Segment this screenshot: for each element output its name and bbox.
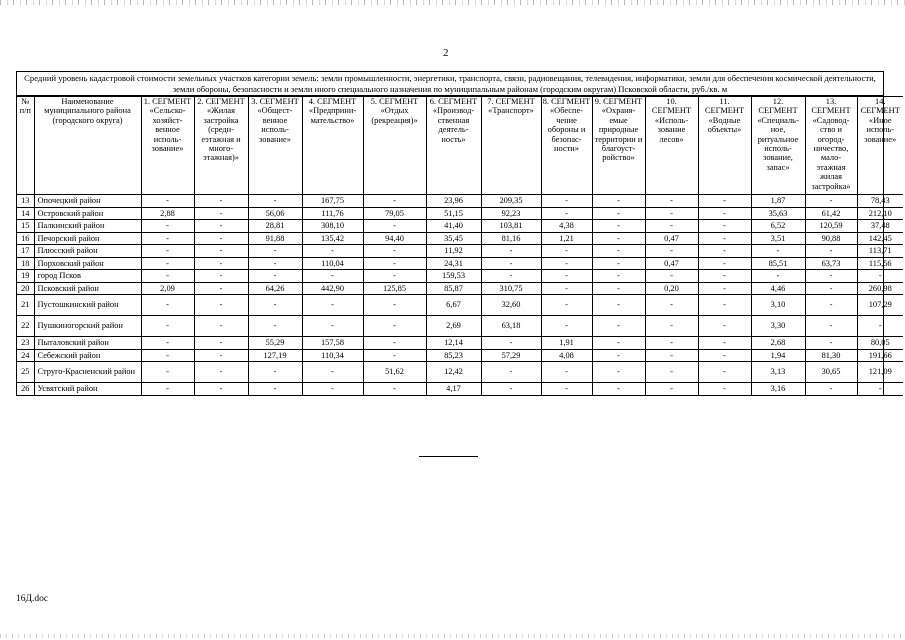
row-number: 18 — [17, 257, 34, 270]
value-cell-segment-6: 41,40 — [426, 220, 481, 233]
value-cell-segment-11: - — [698, 220, 751, 233]
cadastral-value-table — [17, 96, 903, 396]
row-number: 24 — [17, 349, 34, 362]
value-cell-segment-1: - — [141, 337, 194, 350]
value-cell-segment-11: - — [698, 257, 751, 270]
value-cell-segment-7: - — [481, 270, 541, 283]
value-cell-segment-12: - — [751, 270, 805, 283]
row-number: 19 — [17, 270, 34, 283]
value-cell-segment-3: 91,88 — [248, 232, 302, 245]
value-cell-segment-11: - — [698, 362, 751, 383]
row-number: 26 — [17, 383, 34, 396]
value-cell-segment-1: - — [141, 349, 194, 362]
value-cell-segment-12: 2,68 — [751, 337, 805, 350]
value-cell-segment-8: - — [541, 207, 592, 220]
row-number: 13 — [17, 195, 34, 208]
value-cell-segment-8: - — [541, 270, 592, 283]
column-header-district: Наименование муниципального района (городского округа) — [34, 97, 141, 195]
value-cell-segment-6: 12,14 — [426, 337, 481, 350]
value-cell-segment-3: 28,81 — [248, 220, 302, 233]
district-name: Пушкиногорский район — [34, 316, 141, 337]
value-cell-segment-7: 32,60 — [481, 295, 541, 316]
value-cell-segment-2: - — [194, 383, 248, 396]
value-cell-segment-8: 4,08 — [541, 349, 592, 362]
value-cell-segment-10: - — [645, 337, 698, 350]
value-cell-segment-14: 80,05 — [857, 337, 903, 350]
value-cell-segment-1: - — [141, 383, 194, 396]
value-cell-segment-3: - — [248, 295, 302, 316]
value-cell-segment-14: - — [857, 270, 903, 283]
value-cell-segment-7: 310,75 — [481, 282, 541, 295]
table-row — [17, 257, 903, 270]
value-cell-segment-5: 51,62 — [363, 362, 426, 383]
value-cell-segment-2: - — [194, 207, 248, 220]
value-cell-segment-7: 92,23 — [481, 207, 541, 220]
value-cell-segment-4: - — [302, 383, 363, 396]
value-cell-segment-11: - — [698, 207, 751, 220]
value-cell-segment-12: 1,94 — [751, 349, 805, 362]
value-cell-segment-14: 115,56 — [857, 257, 903, 270]
district-name: Плюсский район — [34, 245, 141, 258]
value-cell-segment-10: 0,47 — [645, 232, 698, 245]
value-cell-segment-5: 125,85 — [363, 282, 426, 295]
value-cell-segment-10: - — [645, 220, 698, 233]
table-row — [17, 282, 903, 295]
value-cell-segment-5: - — [363, 383, 426, 396]
value-cell-segment-14: 191,66 — [857, 349, 903, 362]
value-cell-segment-14: - — [857, 316, 903, 337]
value-cell-segment-8: - — [541, 295, 592, 316]
value-cell-segment-9: - — [592, 295, 645, 316]
table-row — [17, 295, 903, 316]
value-cell-segment-10: - — [645, 245, 698, 258]
value-cell-segment-12: - — [751, 245, 805, 258]
value-cell-segment-5: - — [363, 245, 426, 258]
value-cell-segment-9: - — [592, 383, 645, 396]
value-cell-segment-13: 90,88 — [805, 232, 857, 245]
value-cell-segment-3: - — [248, 245, 302, 258]
value-cell-segment-4: - — [302, 362, 363, 383]
value-cell-segment-9: - — [592, 270, 645, 283]
value-cell-segment-9: - — [592, 337, 645, 350]
value-cell-segment-1: - — [141, 245, 194, 258]
value-cell-segment-3: - — [248, 316, 302, 337]
value-cell-segment-3: - — [248, 362, 302, 383]
column-header-segment-10: 10. СЕГМЕНТ «Исполь-зование лесов» — [645, 97, 698, 195]
value-cell-segment-4: - — [302, 245, 363, 258]
value-cell-segment-4: 111,76 — [302, 207, 363, 220]
value-cell-segment-2: - — [194, 295, 248, 316]
value-cell-segment-5: - — [363, 295, 426, 316]
value-cell-segment-9: - — [592, 362, 645, 383]
value-cell-segment-11: - — [698, 232, 751, 245]
value-cell-segment-9: - — [592, 232, 645, 245]
value-cell-segment-8: 4,38 — [541, 220, 592, 233]
value-cell-segment-1: - — [141, 220, 194, 233]
district-name: Усвятский район — [34, 383, 141, 396]
value-cell-segment-11: - — [698, 195, 751, 208]
value-cell-segment-4: 157,58 — [302, 337, 363, 350]
value-cell-segment-2: - — [194, 245, 248, 258]
value-cell-segment-4: - — [302, 270, 363, 283]
value-cell-segment-5: - — [363, 195, 426, 208]
value-cell-segment-12: 4,46 — [751, 282, 805, 295]
column-header-segment-2: 2. СЕГМЕНТ «Жилая застройка (средн-еэтажная и много-этажная)» — [194, 97, 248, 195]
value-cell-segment-8: - — [541, 362, 592, 383]
district-name: Пыталовский район — [34, 337, 141, 350]
value-cell-segment-3: - — [248, 257, 302, 270]
value-cell-segment-6: 6,67 — [426, 295, 481, 316]
value-cell-segment-11: - — [698, 270, 751, 283]
table-row — [17, 316, 903, 337]
column-header-segment-3: 3. СЕГМЕНТ «Общест-венное исполь-зование» — [248, 97, 302, 195]
page-number: 2 — [443, 47, 449, 59]
value-cell-segment-13: 30,65 — [805, 362, 857, 383]
row-number: 21 — [17, 295, 34, 316]
value-cell-segment-7: 81,16 — [481, 232, 541, 245]
value-cell-segment-4: 110,34 — [302, 349, 363, 362]
district-name: Пустошкинский район — [34, 295, 141, 316]
value-cell-segment-9: - — [592, 207, 645, 220]
column-header-segment-5: 5. СЕГМЕНТ «Отдых (рекреация)» — [363, 97, 426, 195]
value-cell-segment-13: - — [805, 295, 857, 316]
value-cell-segment-5: - — [363, 349, 426, 362]
value-cell-segment-6: 35,45 — [426, 232, 481, 245]
value-cell-segment-7: - — [481, 383, 541, 396]
value-cell-segment-5: - — [363, 316, 426, 337]
district-name: Печорский район — [34, 232, 141, 245]
value-cell-segment-10: - — [645, 362, 698, 383]
value-cell-segment-6: 85,23 — [426, 349, 481, 362]
table-row — [17, 195, 903, 208]
table-caption: Средний уровень кадастровой стоимости земельных участков категории земель: земли промышленности, энергетики, транспорта, связи, радиовещания, телевидения, информатики, земли для обеспечения космической деятельности, земли обороны, безопасности и земли иного специального назначения по муниципальным районам (городским округам) Псковской области, руб./кв. м — [17, 72, 883, 96]
value-cell-segment-1: - — [141, 316, 194, 337]
value-cell-segment-4: 135,42 — [302, 232, 363, 245]
value-cell-segment-8: - — [541, 316, 592, 337]
value-cell-segment-5: - — [363, 257, 426, 270]
value-cell-segment-2: - — [194, 232, 248, 245]
value-cell-segment-14: 260,98 — [857, 282, 903, 295]
value-cell-segment-4: 308,10 — [302, 220, 363, 233]
value-cell-segment-10: - — [645, 295, 698, 316]
value-cell-segment-12: 3,10 — [751, 295, 805, 316]
value-cell-segment-1: - — [141, 232, 194, 245]
value-cell-segment-2: - — [194, 195, 248, 208]
value-cell-segment-9: - — [592, 257, 645, 270]
row-number: 17 — [17, 245, 34, 258]
value-cell-segment-1: - — [141, 195, 194, 208]
value-cell-segment-1: 2,88 — [141, 207, 194, 220]
value-cell-segment-8: 1,91 — [541, 337, 592, 350]
table-row — [17, 245, 903, 258]
value-cell-segment-14: 212,10 — [857, 207, 903, 220]
value-cell-segment-7: 209,35 — [481, 195, 541, 208]
value-cell-segment-5: 94,40 — [363, 232, 426, 245]
value-cell-segment-3: 56,06 — [248, 207, 302, 220]
row-number: 25 — [17, 362, 34, 383]
value-cell-segment-1: - — [141, 295, 194, 316]
value-cell-segment-11: - — [698, 383, 751, 396]
table-body — [17, 195, 903, 396]
value-cell-segment-13: - — [805, 282, 857, 295]
value-cell-segment-11: - — [698, 295, 751, 316]
value-cell-segment-3: - — [248, 195, 302, 208]
value-cell-segment-3: - — [248, 383, 302, 396]
value-cell-segment-6: 159,53 — [426, 270, 481, 283]
value-cell-segment-10: 0,47 — [645, 257, 698, 270]
table-row — [17, 349, 903, 362]
value-cell-segment-13: - — [805, 270, 857, 283]
value-cell-segment-4: 442,90 — [302, 282, 363, 295]
district-name: город Псков — [34, 270, 141, 283]
value-cell-segment-8: - — [541, 257, 592, 270]
value-cell-segment-9: - — [592, 195, 645, 208]
value-cell-segment-8: 1,21 — [541, 232, 592, 245]
column-header-segment-12: 12. СЕГМЕНТ «Специаль-ное, ритуальное исполь-зование, запас» — [751, 97, 805, 195]
value-cell-segment-13: 61,42 — [805, 207, 857, 220]
value-cell-segment-5: - — [363, 220, 426, 233]
value-cell-segment-12: 6,52 — [751, 220, 805, 233]
value-cell-segment-13: - — [805, 383, 857, 396]
value-cell-segment-4: 110,04 — [302, 257, 363, 270]
value-cell-segment-5: - — [363, 337, 426, 350]
value-cell-segment-7: - — [481, 337, 541, 350]
district-name: Палкинский район — [34, 220, 141, 233]
scan-edge-bottom — [0, 634, 905, 638]
value-cell-segment-12: 3,51 — [751, 232, 805, 245]
value-cell-segment-14: 113,71 — [857, 245, 903, 258]
value-cell-segment-6: 4,17 — [426, 383, 481, 396]
district-name: Струго-Красненский район — [34, 362, 141, 383]
value-cell-segment-12: 1,87 — [751, 195, 805, 208]
value-cell-segment-7: 57,29 — [481, 349, 541, 362]
value-cell-segment-11: - — [698, 349, 751, 362]
value-cell-segment-1: - — [141, 257, 194, 270]
district-name: Порховский район — [34, 257, 141, 270]
value-cell-segment-7: - — [481, 362, 541, 383]
value-cell-segment-9: - — [592, 245, 645, 258]
value-cell-segment-13: - — [805, 195, 857, 208]
value-cell-segment-2: - — [194, 270, 248, 283]
table-row — [17, 207, 903, 220]
value-cell-segment-4: - — [302, 316, 363, 337]
table-row — [17, 270, 903, 283]
value-cell-segment-3: 55,29 — [248, 337, 302, 350]
value-cell-segment-11: - — [698, 316, 751, 337]
value-cell-segment-6: 24,31 — [426, 257, 481, 270]
value-cell-segment-9: - — [592, 220, 645, 233]
value-cell-segment-9: - — [592, 316, 645, 337]
value-cell-segment-7: 63,18 — [481, 316, 541, 337]
column-header-segment-9: 9. СЕГМЕНТ «Охраня-емые природные территории и благоуст-ройство» — [592, 97, 645, 195]
scan-edge-top — [0, 0, 905, 5]
value-cell-segment-12: 3,16 — [751, 383, 805, 396]
value-cell-segment-5: 79,05 — [363, 207, 426, 220]
value-cell-segment-10: - — [645, 270, 698, 283]
value-cell-segment-10: - — [645, 316, 698, 337]
table-header-row — [17, 97, 903, 195]
value-cell-segment-10: - — [645, 383, 698, 396]
value-cell-segment-2: - — [194, 316, 248, 337]
value-cell-segment-8: - — [541, 245, 592, 258]
value-cell-segment-6: 11,92 — [426, 245, 481, 258]
document-table-frame — [16, 71, 900, 396]
value-cell-segment-8: - — [541, 282, 592, 295]
column-header-segment-14: 14. СЕГМЕНТ «Иное исполь-зование» — [857, 97, 903, 195]
value-cell-segment-14: 78,43 — [857, 195, 903, 208]
value-cell-segment-11: - — [698, 282, 751, 295]
value-cell-segment-13: - — [805, 337, 857, 350]
value-cell-segment-7: 103,81 — [481, 220, 541, 233]
column-header-segment-11: 11. СЕГМЕНТ «Водные объекты» — [698, 97, 751, 195]
column-header-number: № п/п — [17, 97, 34, 195]
value-cell-segment-10: - — [645, 195, 698, 208]
row-number: 20 — [17, 282, 34, 295]
value-cell-segment-13: - — [805, 245, 857, 258]
value-cell-segment-14: 142,45 — [857, 232, 903, 245]
value-cell-segment-12: 85,51 — [751, 257, 805, 270]
value-cell-segment-6: 23,96 — [426, 195, 481, 208]
value-cell-segment-5: - — [363, 270, 426, 283]
value-cell-segment-7: - — [481, 245, 541, 258]
value-cell-segment-3: 64,26 — [248, 282, 302, 295]
row-number: 16 — [17, 232, 34, 245]
district-name: Опочецкий район — [34, 195, 141, 208]
column-header-segment-13: 13. СЕГМЕНТ «Садовод-ство и огород-ничество, мало-этажная жилая застройка» — [805, 97, 857, 195]
value-cell-segment-10: - — [645, 349, 698, 362]
table-row — [17, 220, 903, 233]
footer-filename: 16Д.doc — [16, 594, 49, 604]
value-cell-segment-14: - — [857, 383, 903, 396]
value-cell-segment-13: - — [805, 316, 857, 337]
value-cell-segment-4: 167,75 — [302, 195, 363, 208]
value-cell-segment-2: - — [194, 362, 248, 383]
row-number: 22 — [17, 316, 34, 337]
row-number: 14 — [17, 207, 34, 220]
value-cell-segment-11: - — [698, 245, 751, 258]
row-number: 15 — [17, 220, 34, 233]
value-cell-segment-7: - — [481, 257, 541, 270]
value-cell-segment-12: 35,63 — [751, 207, 805, 220]
value-cell-segment-13: 81,30 — [805, 349, 857, 362]
district-name: Себежский район — [34, 349, 141, 362]
value-cell-segment-11: - — [698, 337, 751, 350]
value-cell-segment-14: 121,09 — [857, 362, 903, 383]
value-cell-segment-10: - — [645, 207, 698, 220]
column-header-segment-8: 8. СЕГМЕНТ «Обеспе-чение обороны и безопас-ности» — [541, 97, 592, 195]
value-cell-segment-4: - — [302, 295, 363, 316]
table-row — [17, 337, 903, 350]
value-cell-segment-8: - — [541, 383, 592, 396]
value-cell-segment-2: - — [194, 257, 248, 270]
value-cell-segment-13: 63,73 — [805, 257, 857, 270]
value-cell-segment-12: 3,13 — [751, 362, 805, 383]
value-cell-segment-10: 0,20 — [645, 282, 698, 295]
district-name: Островский район — [34, 207, 141, 220]
value-cell-segment-6: 85,87 — [426, 282, 481, 295]
table-row — [17, 383, 903, 396]
column-header-segment-1: 1. СЕГМЕНТ «Сельско-хозяйст-венное исполь-зование» — [141, 97, 194, 195]
table-row — [17, 232, 903, 245]
value-cell-segment-14: 107,29 — [857, 295, 903, 316]
value-cell-segment-6: 12,42 — [426, 362, 481, 383]
value-cell-segment-14: 37,48 — [857, 220, 903, 233]
value-cell-segment-1: - — [141, 362, 194, 383]
value-cell-segment-2: - — [194, 349, 248, 362]
column-header-segment-7: 7. СЕГМЕНТ «Транспорт» — [481, 97, 541, 195]
column-header-segment-6: 6. СЕГМЕНТ «Производ-ственная деятель-ность» — [426, 97, 481, 195]
value-cell-segment-9: - — [592, 282, 645, 295]
value-cell-segment-6: 51,15 — [426, 207, 481, 220]
value-cell-segment-2: - — [194, 220, 248, 233]
value-cell-segment-2: - — [194, 337, 248, 350]
column-header-segment-4: 4. СЕГМЕНТ «Предприни-мательство» — [302, 97, 363, 195]
district-name: Псковский район — [34, 282, 141, 295]
value-cell-segment-6: 2,69 — [426, 316, 481, 337]
value-cell-segment-8: - — [541, 195, 592, 208]
value-cell-segment-9: - — [592, 349, 645, 362]
value-cell-segment-13: 120,59 — [805, 220, 857, 233]
separator-line — [419, 456, 478, 457]
value-cell-segment-1: - — [141, 270, 194, 283]
table-row — [17, 362, 903, 383]
value-cell-segment-1: 2,09 — [141, 282, 194, 295]
value-cell-segment-12: 3,30 — [751, 316, 805, 337]
value-cell-segment-3: 127,19 — [248, 349, 302, 362]
value-cell-segment-2: - — [194, 282, 248, 295]
row-number: 23 — [17, 337, 34, 350]
value-cell-segment-3: - — [248, 270, 302, 283]
